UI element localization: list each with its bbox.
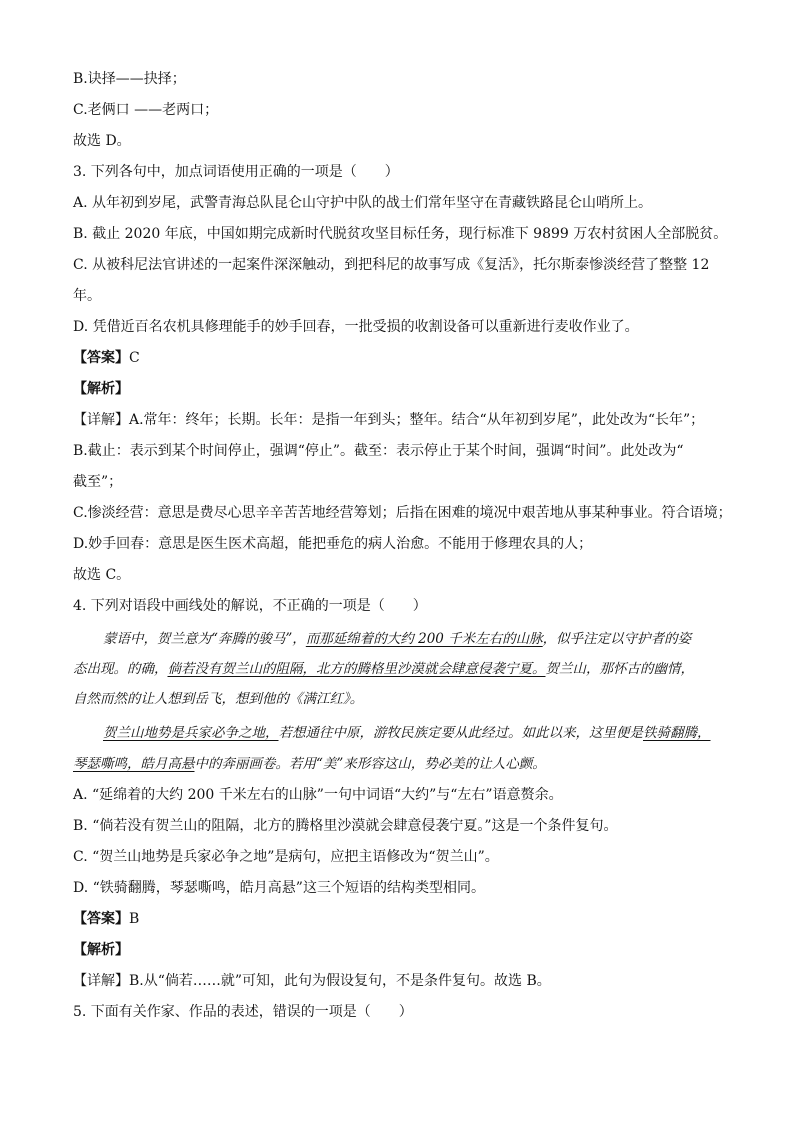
passage-text: 若想通往中原，游牧民族定要从此经过。如此以来，这里便是 (278, 725, 643, 741)
passage-line-1 (103, 630, 691, 648)
conclusion-q2: 故选 D。 (73, 133, 131, 149)
underlined-phrase: 贺兰山地势是兵家必争之地， (103, 725, 279, 741)
q3-option-a: A. 从年初到岁尾，武警青海总队昆仑山守护中队的战士们常年坚守在青藏铁路昆仑山哨所上。 (73, 195, 653, 211)
q5-stem: 5. 下面有关作家、作品的表述，错误的一项是（ ） (73, 1004, 413, 1020)
passage-line-4 (103, 724, 711, 742)
answer-tag: 【答案】 (73, 911, 129, 927)
answer-value: C (129, 350, 140, 366)
q4-stem: 4. 下列对语段中画线处的解说，不正确的一项是（ ） (73, 598, 427, 614)
q4-option-a: A. “延绵着的大约 200 千米左右的山脉”一句中词语“大约”与“左右”语意赘余。 (73, 787, 563, 803)
underlined-phrase: 铁骑翻腾， (643, 725, 711, 741)
q3-option-c-line2: 年。 (73, 288, 101, 304)
passage-line-2 (73, 660, 694, 678)
passage-line-3: 自然而然的让人想到岳飞，想到他的《满江红》。 (73, 691, 364, 707)
q3-analysis-tag: 【解析】 (73, 381, 129, 397)
passage-text: 蒙语中，贺兰意为“奔腾的骏马”， (103, 631, 306, 647)
detail-tag: 【详解】 (73, 412, 129, 428)
q3-detail-1 (73, 411, 704, 429)
q3-detail-2: B.截止：表示到某个时间停止，强调“停止”。截至：表示停止于某个时间，强调“时间”。此处改为“ (73, 443, 684, 459)
detail-tag: 【详解】 (73, 973, 129, 989)
underlined-phrase: 而那延绵着的大约 200 千米左右的山脉 (305, 631, 543, 647)
q3-option-b: B. 截止 2020 年底，中国如期完成新时代脱贫攻坚目标任务，现行标准下 9899 万农村贫困人全部脱贫。 (73, 226, 728, 242)
detail-text: A.常年：终年；长期。长年：是指一年到头；整年。结合“从年初到岁尾”，此处改为“长年”； (129, 412, 705, 428)
q3-detail-3: 截至”； (73, 474, 123, 490)
q3-answer (73, 349, 140, 367)
passage-text: ，似乎注定以守护者的姿 (542, 631, 692, 647)
underlined-phrase: 倘若没有贺兰山的阻隔，北方的腾格里沙漠就会肆意侵袭宁夏。 (167, 661, 546, 677)
passage-text: 中的奔丽画卷。若用“美”来形容这山，势必美的让人心颤。 (194, 756, 546, 772)
q3-detail-4: C.惨淡经营：意思是费尽心思辛辛苦苦地经营筹划；后指在困难的境况中艰苦地从事某种事业。符合语境； (73, 505, 732, 521)
q3-stem: 3. 下列各句中，加点词语使用正确的一项是（ ） (73, 164, 399, 180)
q4-option-b: B. “倘若没有贺兰山的阻隔，北方的腾格里沙漠就会肆意侵袭宁夏。”这是一个条件复句。 (73, 818, 618, 834)
q4-option-d: D. “铁骑翻腾，琴瑟嘶鸣，皓月高悬”这三个短语的结构类型相同。 (73, 880, 485, 896)
detail-text: B.从“倘若……就”可知，此句为假设复句，不是条件复句。故选 B。 (129, 973, 551, 989)
answer-tag: 【答案】 (73, 350, 129, 366)
q3-option-c-line1: C. 从被科尼法官讲述的一起案件深深触动，到把科尼的故事写成《复活》，托尔斯泰惨淡经营了整整 12 (73, 257, 710, 273)
q4-answer (73, 910, 139, 928)
passage-text: 态出现。的确， (73, 661, 168, 677)
passage-line-5 (73, 755, 546, 773)
q3-option-d: D. 凭借近百名农机具修理能手的妙手回春，一批受损的收割设备可以重新进行麦收作业了。 (73, 319, 639, 335)
q4-analysis-tag: 【解析】 (73, 942, 129, 958)
q3-detail-5: D.妙手回春：意思是医生医术高超，能把垂危的病人治愈。不能用于修理农具的人； (73, 536, 593, 552)
q3-conclusion: 故选 C。 (73, 567, 131, 583)
answer-value: B (129, 911, 140, 927)
option-b-correction: B.诀择——抉择； (73, 71, 186, 87)
underlined-phrase: 琴瑟嘶鸣，皓月高悬 (73, 756, 195, 772)
q4-detail (73, 972, 551, 990)
option-c-correction: C.老俩口 ——老两口； (73, 102, 219, 118)
passage-text: 贺兰山，那怀古的幽情， (545, 661, 694, 677)
q4-option-c: C. “贺兰山地势是兵家必争之地”是病句，应把主语修改为“贺兰山”。 (73, 849, 499, 865)
